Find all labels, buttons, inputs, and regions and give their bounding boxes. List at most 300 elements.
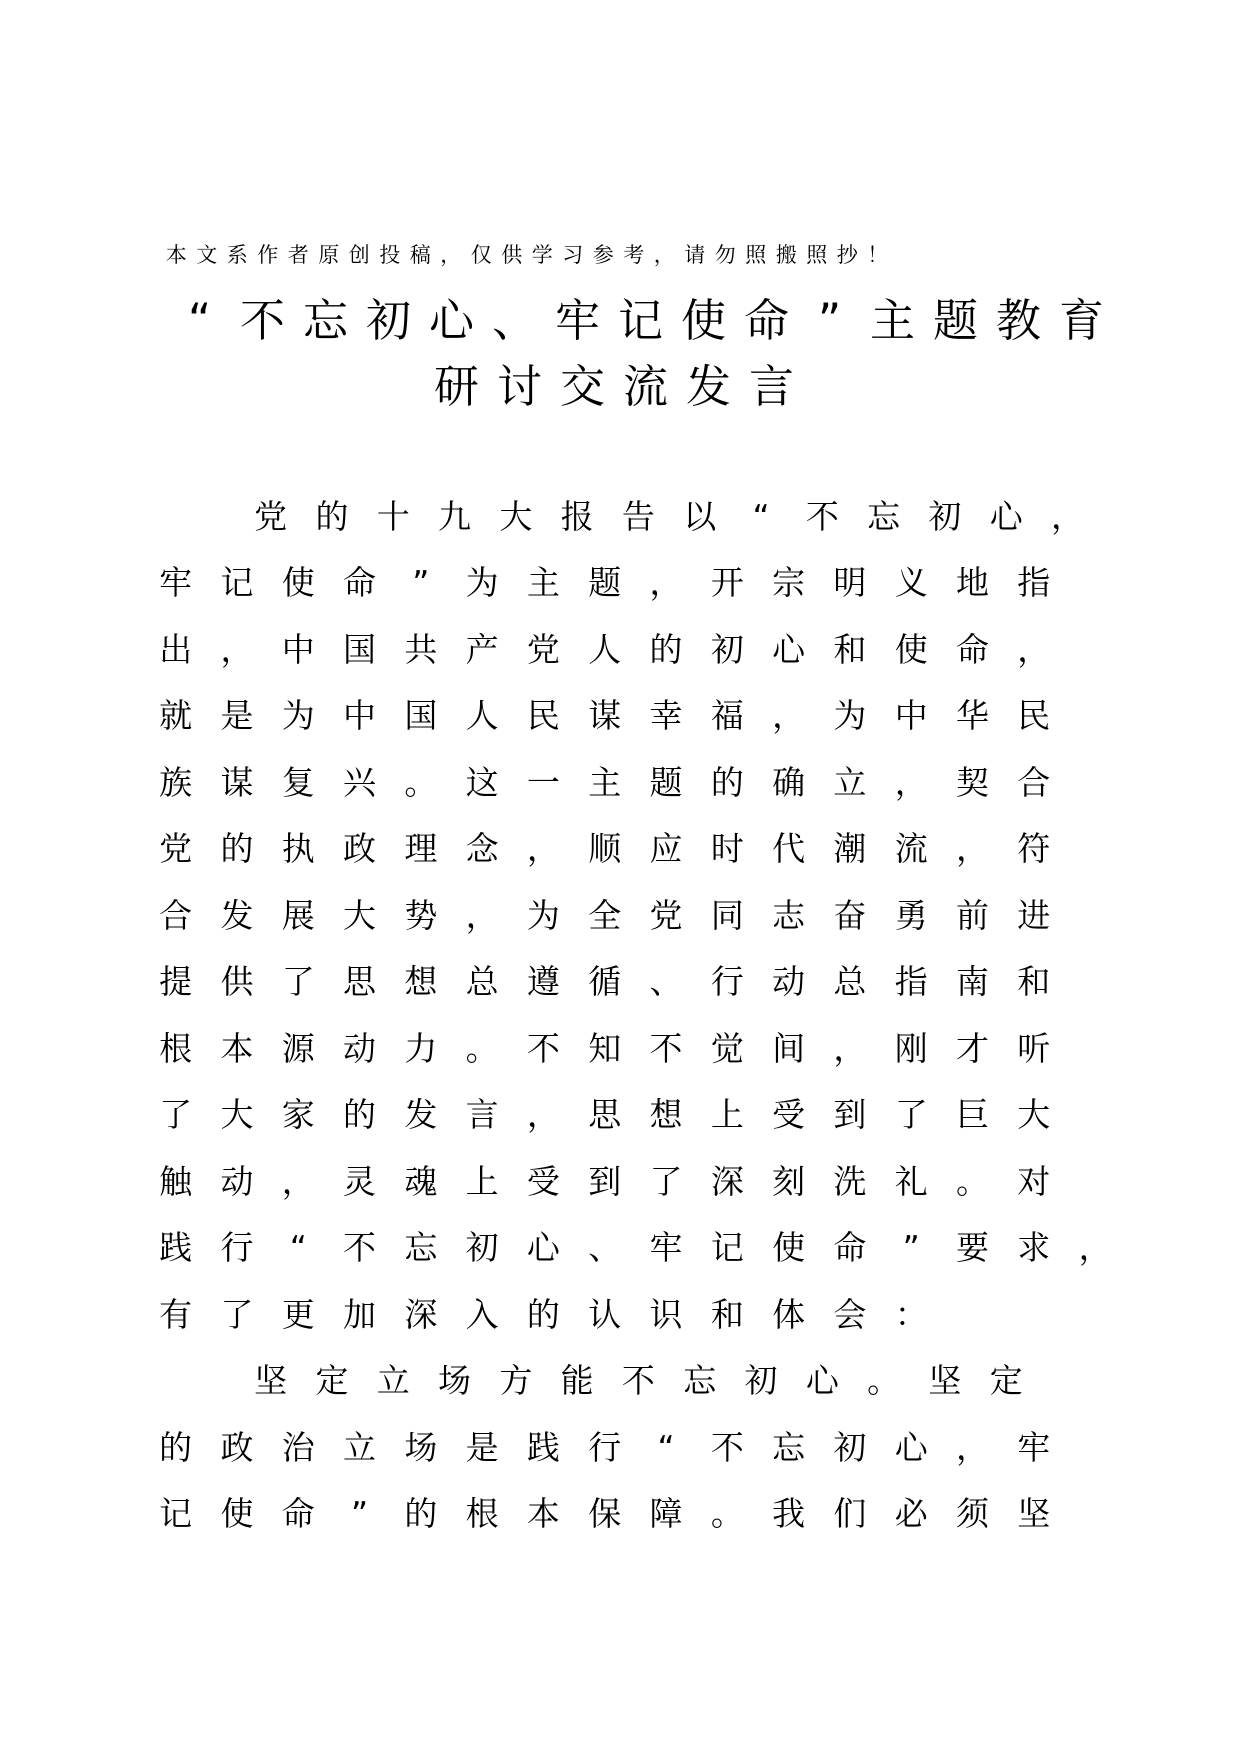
- glyph: 执: [281, 829, 315, 868]
- glyph: 的: [343, 1095, 377, 1134]
- glyph: 的: [404, 1494, 438, 1533]
- glyph: 地: [956, 563, 989, 602]
- glyph: 了: [894, 1095, 928, 1134]
- glyph: 、: [649, 962, 683, 1001]
- glyph: 践: [526, 1428, 560, 1467]
- glyph: 牢: [1017, 1428, 1051, 1467]
- glyph: 记: [617, 294, 663, 347]
- glyph: 学: [531, 243, 553, 267]
- glyph: 指: [1017, 563, 1051, 602]
- glyph: 发: [685, 360, 731, 413]
- glyph: 记: [159, 1494, 193, 1533]
- glyph: 保: [588, 1494, 622, 1533]
- glyph: 南: [956, 962, 989, 1001]
- glyph: ，: [281, 1162, 315, 1201]
- glyph: 初: [365, 294, 411, 347]
- glyph: 流: [894, 829, 928, 868]
- glyph: 民: [1017, 696, 1051, 735]
- glyph: 复: [281, 763, 315, 802]
- glyph: 习: [562, 243, 584, 267]
- glyph: 、: [588, 1228, 622, 1267]
- glyph: 人: [588, 630, 622, 669]
- glyph: 不: [649, 1029, 683, 1068]
- glyph: 、: [491, 294, 537, 347]
- glyph: 思: [588, 1095, 622, 1134]
- glyph: 的: [220, 829, 254, 868]
- glyph: ，: [1051, 497, 1084, 536]
- glyph: ，: [956, 829, 989, 868]
- glyph: 深: [710, 1162, 744, 1201]
- glyph: 政: [343, 829, 377, 868]
- glyph: 须: [956, 1494, 989, 1533]
- glyph: 者: [287, 243, 309, 267]
- body-line: [145, 827, 1064, 871]
- glyph: 行: [588, 1428, 622, 1467]
- glyph: 十: [376, 497, 410, 536]
- glyph: 刚: [894, 1029, 928, 1068]
- glyph: 记: [220, 563, 254, 602]
- glyph: 国: [404, 696, 438, 735]
- glyph: 忘: [772, 1428, 806, 1467]
- glyph: 心: [772, 630, 806, 669]
- glyph: 福: [710, 696, 744, 735]
- glyph: ”: [902, 1228, 920, 1267]
- glyph: 抄: [836, 243, 858, 267]
- glyph: 和: [1017, 962, 1051, 1001]
- glyph: 灵: [343, 1162, 377, 1201]
- glyph: 明: [833, 563, 867, 602]
- glyph: 请: [684, 243, 706, 267]
- glyph: 求: [1017, 1228, 1051, 1267]
- glyph: 全: [588, 896, 622, 935]
- glyph: 供: [220, 962, 254, 1001]
- glyph: 报: [560, 497, 594, 536]
- glyph: 对: [1017, 1162, 1051, 1201]
- glyph: 受: [526, 1162, 560, 1201]
- glyph: 力: [404, 1029, 438, 1068]
- document-title-line-1: [168, 293, 1113, 349]
- glyph: 定: [989, 1361, 1023, 1400]
- glyph: ，: [440, 243, 462, 267]
- glyph: 要: [956, 1228, 989, 1267]
- glyph: ，: [894, 763, 928, 802]
- glyph: 立: [833, 763, 867, 802]
- body-line: [145, 1293, 942, 1337]
- glyph: 为: [465, 563, 499, 602]
- glyph: 和: [833, 630, 867, 669]
- glyph: 确: [772, 763, 806, 802]
- glyph: 中: [894, 696, 928, 735]
- glyph: 定: [315, 1361, 349, 1400]
- glyph: 觉: [710, 1029, 744, 1068]
- glyph: 使: [281, 563, 315, 602]
- glyph: 忘: [683, 1361, 717, 1400]
- glyph: 原: [318, 243, 340, 267]
- glyph: 触: [159, 1162, 193, 1201]
- body-line: [145, 628, 1064, 672]
- glyph: 告: [621, 497, 655, 536]
- glyph: 势: [404, 896, 438, 935]
- glyph: 心: [428, 294, 474, 347]
- glyph: ！: [867, 243, 889, 267]
- glyph: 本: [165, 243, 187, 267]
- glyph: ，: [649, 563, 683, 602]
- glyph: 文: [196, 243, 218, 267]
- glyph: ，: [956, 1428, 989, 1467]
- glyph: 党: [526, 630, 560, 669]
- glyph: 的: [710, 763, 744, 802]
- glyph: 立: [343, 1428, 377, 1467]
- glyph: 供: [501, 243, 523, 267]
- glyph: 党: [649, 896, 683, 935]
- glyph: 勿: [714, 243, 736, 267]
- glyph: 出: [159, 630, 193, 669]
- glyph: 到: [833, 1095, 867, 1134]
- glyph: 前: [956, 896, 989, 935]
- glyph: 为: [526, 896, 560, 935]
- glyph: ”: [412, 563, 430, 602]
- glyph: 动: [220, 1162, 254, 1201]
- copyright-note: [161, 241, 893, 269]
- glyph: 本: [526, 1494, 560, 1533]
- glyph: 使: [680, 294, 726, 347]
- glyph: 不: [710, 1428, 744, 1467]
- glyph: 契: [956, 763, 989, 802]
- glyph: 忘: [404, 1228, 438, 1267]
- glyph: 体: [772, 1295, 806, 1334]
- glyph: 主: [588, 763, 622, 802]
- glyph: 才: [956, 1029, 989, 1068]
- glyph: 了: [220, 1295, 254, 1334]
- body-line: [145, 960, 1064, 1004]
- glyph: ，: [465, 896, 499, 935]
- glyph: 使: [894, 630, 928, 669]
- glyph: 命: [343, 563, 377, 602]
- glyph: 我: [772, 1494, 806, 1533]
- glyph: ，: [1017, 630, 1051, 669]
- glyph: 产: [465, 630, 499, 669]
- glyph: 的: [649, 630, 683, 669]
- glyph: ，: [220, 630, 254, 669]
- glyph: 讨: [496, 360, 542, 413]
- glyph: 系: [226, 243, 248, 267]
- glyph: 应: [649, 829, 683, 868]
- glyph: 九: [438, 497, 472, 536]
- glyph: 使: [220, 1494, 254, 1533]
- glyph: 更: [281, 1295, 315, 1334]
- glyph: 上: [710, 1095, 744, 1134]
- glyph: 展: [281, 896, 315, 935]
- glyph: 命: [281, 1494, 315, 1533]
- glyph: 合: [1017, 763, 1051, 802]
- glyph: 根: [159, 1029, 193, 1068]
- glyph: 顺: [588, 829, 622, 868]
- glyph: 认: [588, 1295, 622, 1334]
- glyph: 初: [465, 1228, 499, 1267]
- glyph: 心: [989, 497, 1023, 536]
- glyph: 研: [433, 360, 479, 413]
- glyph: 勇: [894, 896, 928, 935]
- glyph: 和: [710, 1295, 744, 1334]
- glyph: 义: [894, 563, 928, 602]
- glyph: ，: [772, 696, 806, 735]
- glyph: 为: [833, 696, 867, 735]
- glyph: 场: [404, 1428, 438, 1467]
- glyph: 教: [995, 294, 1041, 347]
- glyph: 发: [404, 1095, 438, 1134]
- glyph: 行: [220, 1228, 254, 1267]
- glyph: 兴: [343, 763, 377, 802]
- glyph: 就: [159, 696, 193, 735]
- glyph: 命: [743, 294, 789, 347]
- glyph: 入: [465, 1295, 499, 1334]
- glyph: 不: [239, 294, 285, 347]
- glyph: 循: [588, 962, 622, 1001]
- glyph: 总: [833, 962, 867, 1001]
- glyph: 言: [748, 360, 794, 413]
- glyph: 们: [833, 1494, 867, 1533]
- glyph: 同: [710, 896, 744, 935]
- glyph: 坚: [1017, 1494, 1051, 1533]
- glyph: 进: [1017, 896, 1051, 935]
- glyph: 。: [710, 1494, 744, 1533]
- glyph: 障: [649, 1494, 683, 1533]
- glyph: 不: [343, 1228, 377, 1267]
- glyph: 刻: [772, 1162, 806, 1201]
- glyph: 能: [560, 1361, 594, 1400]
- glyph: 稿: [409, 243, 431, 267]
- glyph: 考: [623, 243, 645, 267]
- glyph: 时: [710, 829, 744, 868]
- glyph: 题: [932, 294, 978, 347]
- glyph: 党: [159, 829, 193, 868]
- glyph: 心: [894, 1428, 928, 1467]
- glyph: 初: [833, 1428, 867, 1467]
- glyph: 初: [744, 1361, 778, 1400]
- glyph: 遵: [526, 962, 560, 1001]
- body-line: [145, 761, 1064, 805]
- glyph: 大: [1017, 1095, 1051, 1134]
- glyph: 根: [465, 1494, 499, 1533]
- glyph: 华: [956, 696, 989, 735]
- glyph: 大: [499, 497, 533, 536]
- glyph: 牢: [649, 1228, 683, 1267]
- glyph: “: [657, 1428, 675, 1467]
- glyph: 言: [465, 1095, 499, 1134]
- body-line: [145, 561, 1064, 605]
- glyph: 宗: [772, 563, 806, 602]
- glyph: 仅: [470, 243, 492, 267]
- glyph: 。: [867, 1361, 901, 1400]
- body-line: [145, 894, 1064, 938]
- glyph: 了: [649, 1162, 683, 1201]
- glyph: 到: [588, 1162, 622, 1201]
- glyph: 民: [526, 696, 560, 735]
- glyph: 立: [376, 1361, 410, 1400]
- glyph: 奋: [833, 896, 867, 935]
- glyph: 。: [404, 763, 438, 802]
- glyph: 谋: [588, 696, 622, 735]
- glyph: 搬: [775, 243, 797, 267]
- body-line: [145, 1027, 1064, 1071]
- glyph: 指: [894, 962, 928, 1001]
- glyph: 听: [1017, 1029, 1051, 1068]
- glyph: 志: [772, 896, 806, 935]
- glyph: 发: [220, 896, 254, 935]
- glyph: 牢: [159, 563, 193, 602]
- glyph: ”: [817, 294, 842, 347]
- glyph: 这: [465, 763, 499, 802]
- glyph: 礼: [894, 1162, 928, 1201]
- glyph: 不: [805, 497, 839, 536]
- glyph: 记: [710, 1228, 744, 1267]
- glyph: 是: [220, 696, 254, 735]
- glyph: 间: [772, 1029, 806, 1068]
- glyph: 洗: [833, 1162, 867, 1201]
- glyph: 知: [588, 1029, 622, 1068]
- body-line: [145, 1492, 1064, 1536]
- body-line: [145, 1093, 1064, 1137]
- glyph: 加: [343, 1295, 377, 1334]
- glyph: 源: [281, 1029, 315, 1068]
- glyph: “: [752, 497, 770, 536]
- glyph: 心: [526, 1228, 560, 1267]
- body-line: [145, 1426, 1064, 1470]
- glyph: 场: [438, 1361, 472, 1400]
- document-title-line-2: [425, 359, 803, 415]
- glyph: 中: [343, 696, 377, 735]
- glyph: 忘: [302, 294, 348, 347]
- glyph: 牢: [554, 294, 600, 347]
- glyph: 不: [526, 1029, 560, 1068]
- body-line: [145, 1160, 1064, 1204]
- glyph: 深: [404, 1295, 438, 1334]
- glyph: 理: [404, 829, 438, 868]
- glyph: 族: [159, 763, 193, 802]
- glyph: 大: [220, 1095, 254, 1134]
- glyph: 会: [833, 1295, 867, 1334]
- glyph: 动: [343, 1029, 377, 1068]
- glyph: 初: [710, 630, 744, 669]
- glyph: 的: [159, 1428, 193, 1467]
- glyph: 坚: [254, 1361, 288, 1400]
- glyph: 流: [622, 360, 668, 413]
- glyph: 主: [869, 294, 915, 347]
- glyph: 题: [649, 763, 683, 802]
- glyph: 题: [588, 563, 622, 602]
- glyph: 命: [956, 630, 989, 669]
- glyph: 以: [683, 497, 717, 536]
- glyph: 家: [281, 1095, 315, 1134]
- glyph: 作: [257, 243, 279, 267]
- glyph: 初: [928, 497, 962, 536]
- glyph: 投: [379, 243, 401, 267]
- glyph: 本: [220, 1029, 254, 1068]
- glyph: 的: [315, 497, 349, 536]
- glyph: 。: [465, 1029, 499, 1068]
- glyph: 有: [159, 1295, 193, 1334]
- glyph: 是: [465, 1428, 499, 1467]
- glyph: ：: [894, 1295, 928, 1334]
- glyph: 忘: [867, 497, 901, 536]
- glyph: 动: [772, 962, 806, 1001]
- glyph: 一: [526, 763, 560, 802]
- glyph: 践: [159, 1228, 193, 1267]
- glyph: 的: [526, 1295, 560, 1334]
- glyph: ，: [833, 1029, 867, 1068]
- glyph: 国: [343, 630, 377, 669]
- glyph: 命: [833, 1228, 867, 1267]
- glyph: 开: [710, 563, 744, 602]
- glyph: 念: [465, 829, 499, 868]
- glyph: 符: [1017, 829, 1051, 868]
- glyph: 心: [805, 1361, 839, 1400]
- body-line: [145, 694, 1064, 738]
- glyph: ，: [653, 243, 675, 267]
- glyph: 想: [404, 962, 438, 1001]
- glyph: 代: [772, 829, 806, 868]
- glyph: 参: [592, 243, 614, 267]
- glyph: “: [187, 294, 212, 347]
- glyph: 人: [465, 696, 499, 735]
- glyph: 了: [281, 962, 315, 1001]
- glyph: ，: [1078, 1228, 1112, 1267]
- glyph: 创: [348, 243, 370, 267]
- glyph: 想: [649, 1095, 683, 1134]
- glyph: 党: [254, 497, 288, 536]
- glyph: 识: [649, 1295, 683, 1334]
- glyph: ”: [350, 1494, 369, 1533]
- glyph: 总: [465, 962, 499, 1001]
- glyph: 方: [499, 1361, 533, 1400]
- glyph: 主: [526, 563, 560, 602]
- glyph: ，: [526, 829, 560, 868]
- body-line: [240, 1359, 1037, 1403]
- glyph: 育: [1058, 294, 1104, 347]
- glyph: “: [289, 1228, 307, 1267]
- glyph: 照: [745, 243, 767, 267]
- glyph: 合: [159, 896, 193, 935]
- glyph: 受: [772, 1095, 806, 1134]
- glyph: 中: [281, 630, 315, 669]
- glyph: 潮: [833, 829, 867, 868]
- glyph: 交: [559, 360, 605, 413]
- glyph: 谋: [220, 763, 254, 802]
- glyph: 政: [220, 1428, 254, 1467]
- glyph: 共: [404, 630, 438, 669]
- glyph: 治: [281, 1428, 315, 1467]
- glyph: 行: [710, 962, 744, 1001]
- glyph: 不: [621, 1361, 655, 1400]
- glyph: 巨: [956, 1095, 989, 1134]
- glyph: 。: [956, 1162, 989, 1201]
- glyph: 魂: [404, 1162, 438, 1201]
- glyph: 思: [343, 962, 377, 1001]
- glyph: 照: [806, 243, 828, 267]
- glyph: 上: [465, 1162, 499, 1201]
- glyph: 幸: [649, 696, 683, 735]
- glyph: 大: [343, 896, 377, 935]
- glyph: 坚: [928, 1361, 962, 1400]
- glyph: 提: [159, 962, 193, 1001]
- body-line: [145, 1226, 1126, 1270]
- glyph: 为: [281, 696, 315, 735]
- glyph: 必: [894, 1494, 928, 1533]
- glyph: ，: [526, 1095, 560, 1134]
- body-line: [240, 495, 1098, 539]
- glyph: 了: [159, 1095, 193, 1134]
- glyph: 使: [772, 1228, 806, 1267]
